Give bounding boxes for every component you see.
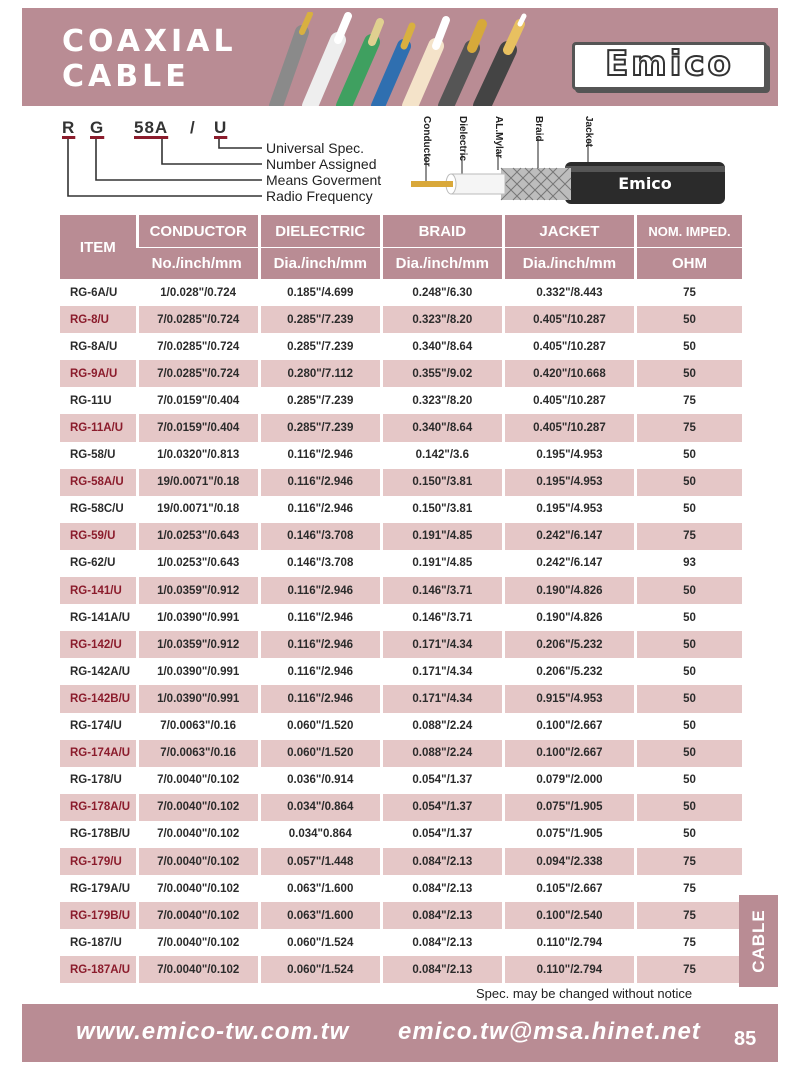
subheader-jacket: Dia./inch/mm: [502, 247, 634, 279]
cable-cutaway-image: [405, 112, 725, 218]
cell-braid: 0.054"/1.37: [380, 821, 502, 848]
cell-conductor: 1/0.0359"/0.912: [136, 577, 258, 604]
table-row: [60, 442, 742, 469]
legend-label-radio: Radio Frequency: [266, 188, 373, 204]
table-row: [60, 279, 742, 306]
code-slash: /: [190, 118, 196, 137]
cell-conductor: 1/0.0253"/0.643: [136, 523, 258, 550]
cell-conductor: 7/0.0285"/0.724: [136, 333, 258, 360]
table-row: [60, 577, 742, 604]
cell-braid: 0.054"/1.37: [380, 767, 502, 794]
cell-impedance: 50: [634, 604, 742, 631]
cell-conductor: 7/0.0040"/0.102: [136, 875, 258, 902]
cell-dielectric: 0.116"/2.946: [258, 496, 380, 523]
cell-conductor: 7/0.0159"/0.404: [136, 387, 258, 414]
table-row: [60, 902, 742, 929]
cell-jacket: 0.100"/2.667: [502, 740, 634, 767]
subheader-braid: Dia./inch/mm: [380, 247, 502, 279]
page-number: 85: [734, 1028, 757, 1050]
cell-braid: 0.146"/3.71: [380, 577, 502, 604]
table-row: [60, 306, 742, 333]
cell-impedance: 75: [634, 875, 742, 902]
table-row: [60, 658, 742, 685]
cell-impedance: 50: [634, 767, 742, 794]
cell-braid: 0.340"/8.64: [380, 333, 502, 360]
cell-item: RG-8A/U: [60, 333, 136, 360]
cell-dielectric: 0.060"/1.520: [258, 713, 380, 740]
cell-conductor: 1/0.0320"/0.813: [136, 442, 258, 469]
cell-dielectric: 0.063"/1.600: [258, 875, 380, 902]
cell-item: RG-11U: [60, 387, 136, 414]
cell-impedance: 50: [634, 658, 742, 685]
code-letter-r: R: [62, 118, 76, 137]
cell-impedance: 50: [634, 794, 742, 821]
cell-impedance: 50: [634, 740, 742, 767]
page-title: [62, 24, 237, 94]
cell-dielectric: 0.060"/1.524: [258, 929, 380, 956]
header-impedance: NOM. IMPED.: [634, 215, 742, 247]
cell-dielectric: 0.116"/2.946: [258, 685, 380, 712]
table-row: [60, 496, 742, 523]
table-row: [60, 929, 742, 956]
cell-item: RG-141A/U: [60, 604, 136, 631]
cell-conductor: 7/0.0285"/0.724: [136, 306, 258, 333]
cell-dielectric: 0.063"/1.600: [258, 902, 380, 929]
cell-braid: 0.084"/2.13: [380, 956, 502, 983]
cell-jacket: 0.405"/10.287: [502, 306, 634, 333]
cell-dielectric: 0.285"/7.239: [258, 306, 380, 333]
cell-jacket: 0.195"/4.953: [502, 442, 634, 469]
table-row: [60, 685, 742, 712]
table-row: [60, 604, 742, 631]
cell-conductor: 7/0.0063"/0.16: [136, 740, 258, 767]
cell-impedance: 75: [634, 902, 742, 929]
cell-impedance: 75: [634, 414, 742, 441]
cell-braid: 0.191"/4.85: [380, 523, 502, 550]
cell-item: RG-178B/U: [60, 821, 136, 848]
cell-dielectric: 0.116"/2.946: [258, 604, 380, 631]
cell-item: RG-174A/U: [60, 740, 136, 767]
cell-jacket: 0.195"/4.953: [502, 496, 634, 523]
cell-item: RG-179B/U: [60, 902, 136, 929]
table-row: [60, 469, 742, 496]
cell-conductor: 19/0.0071"/0.18: [136, 496, 258, 523]
cell-impedance: 50: [634, 469, 742, 496]
cell-braid: 0.084"/2.13: [380, 875, 502, 902]
cell-conductor: 7/0.0040"/0.102: [136, 929, 258, 956]
cell-braid: 0.323"/8.20: [380, 306, 502, 333]
cell-braid: 0.088"/2.24: [380, 740, 502, 767]
cell-jacket: 0.110"/2.794: [502, 956, 634, 983]
cell-jacket: 0.332"/8.443: [502, 279, 634, 306]
cell-item: RG-179/U: [60, 848, 136, 875]
cell-braid: 0.150"/3.81: [380, 496, 502, 523]
cable-samples-image: [258, 12, 558, 106]
cell-braid: 0.084"/2.13: [380, 902, 502, 929]
cell-jacket: 0.110"/2.794: [502, 929, 634, 956]
cell-jacket: 0.094"/2.338: [502, 848, 634, 875]
cell-dielectric: 0.285"/7.239: [258, 333, 380, 360]
legend-label-number: Number Assigned: [266, 156, 377, 172]
cell-conductor: 7/0.0040"/0.102: [136, 848, 258, 875]
code-number: 58A: [134, 118, 169, 137]
cell-jacket: 0.190"/4.826: [502, 577, 634, 604]
cell-conductor: 1/0.0390"/0.991: [136, 658, 258, 685]
spec-notice: Spec. may be changed without notice: [476, 986, 693, 1001]
cell-item: RG-187/U: [60, 929, 136, 956]
layer-label-jacket: Jacket: [583, 116, 594, 148]
cell-impedance: 75: [634, 387, 742, 414]
coaxial-spec-table: [60, 215, 742, 983]
cell-impedance: 50: [634, 821, 742, 848]
cell-jacket: 0.242"/6.147: [502, 550, 634, 577]
cell-dielectric: 0.034"/0.864: [258, 794, 380, 821]
cell-jacket: 0.206"/5.232: [502, 631, 634, 658]
cell-braid: 0.171"/4.34: [380, 685, 502, 712]
cell-braid: 0.142"/3.6: [380, 442, 502, 469]
cell-conductor: 7/0.0285"/0.724: [136, 360, 258, 387]
cell-braid: 0.084"/2.13: [380, 929, 502, 956]
cell-impedance: 50: [634, 713, 742, 740]
cell-dielectric: 0.185"/4.699: [258, 279, 380, 306]
cell-dielectric: 0.057"/1.448: [258, 848, 380, 875]
header-item: ITEM: [60, 215, 136, 279]
cell-impedance: 75: [634, 956, 742, 983]
table-row: [60, 767, 742, 794]
section-tab: [739, 895, 778, 987]
table-row: [60, 523, 742, 550]
subheader-conductor: No./inch/mm: [136, 247, 258, 279]
cell-braid: 0.146"/3.71: [380, 604, 502, 631]
table-row: [60, 550, 742, 577]
layer-label-braid: Braid: [533, 116, 544, 142]
cell-item: RG-187A/U: [60, 956, 136, 983]
cell-dielectric: 0.116"/2.946: [258, 577, 380, 604]
cell-jacket: 0.405"/10.287: [502, 414, 634, 441]
cell-impedance: 50: [634, 685, 742, 712]
cell-jacket: 0.206"/5.232: [502, 658, 634, 685]
header-dielectric: DIELECTRIC: [258, 215, 380, 247]
cell-dielectric: 0.116"/2.946: [258, 658, 380, 685]
table-row: [60, 956, 742, 983]
cell-conductor: 7/0.0040"/0.102: [136, 902, 258, 929]
cell-dielectric: 0.116"/2.946: [258, 442, 380, 469]
cell-conductor: 1/0.0390"/0.991: [136, 604, 258, 631]
cell-item: RG-178A/U: [60, 794, 136, 821]
subheader-dielectric: Dia./inch/mm: [258, 247, 380, 279]
website-link[interactable]: www.emico-tw.com.tw: [76, 1018, 350, 1045]
cell-impedance: 75: [634, 848, 742, 875]
cell-item: RG-142A/U: [60, 658, 136, 685]
cell-item: RG-59/U: [60, 523, 136, 550]
cell-impedance: 50: [634, 360, 742, 387]
code-letter-g: G: [90, 118, 105, 137]
page-footer: [22, 1004, 778, 1062]
cell-conductor: 1/0.0253"/0.643: [136, 550, 258, 577]
cell-braid: 0.340"/8.64: [380, 414, 502, 441]
cell-conductor: 7/0.0040"/0.102: [136, 956, 258, 983]
emico-logo: [572, 42, 767, 90]
cell-dielectric: 0.034"0.864: [258, 821, 380, 848]
cell-impedance: 50: [634, 442, 742, 469]
cell-jacket: 0.100"/2.540: [502, 902, 634, 929]
cell-item: RG-58C/U: [60, 496, 136, 523]
cell-dielectric: 0.285"/7.239: [258, 414, 380, 441]
cell-jacket: 0.195"/4.953: [502, 469, 634, 496]
cell-jacket: 0.100"/2.667: [502, 713, 634, 740]
cell-dielectric: 0.146"/3.708: [258, 523, 380, 550]
cell-conductor: 7/0.0063"/0.16: [136, 713, 258, 740]
cell-jacket: 0.079"/2.000: [502, 767, 634, 794]
cell-item: RG-11A/U: [60, 414, 136, 441]
table-row: [60, 387, 742, 414]
table-row: [60, 631, 742, 658]
cell-braid: 0.355"/9.02: [380, 360, 502, 387]
cell-dielectric: 0.060"/1.520: [258, 740, 380, 767]
cell-item: RG-8/U: [60, 306, 136, 333]
naming-legend: [62, 116, 402, 216]
section-tab-label: CABLE: [748, 909, 768, 973]
table-row: [60, 333, 742, 360]
layer-label-mylar: AL.Mylar: [493, 116, 504, 159]
table-row: [60, 794, 742, 821]
header-braid: BRAID: [380, 215, 502, 247]
cell-item: RG-179A/U: [60, 875, 136, 902]
cell-jacket: 0.405"/10.287: [502, 333, 634, 360]
cell-conductor: 7/0.0040"/0.102: [136, 821, 258, 848]
cell-item: RG-6A/U: [60, 279, 136, 306]
cell-item: RG-141/U: [60, 577, 136, 604]
cell-conductor: 19/0.0071"/0.18: [136, 469, 258, 496]
page-header: [22, 8, 778, 106]
cell-impedance: 93: [634, 550, 742, 577]
cell-conductor: 1/0.028"/0.724: [136, 279, 258, 306]
table-row: [60, 848, 742, 875]
cell-dielectric: 0.116"/2.946: [258, 469, 380, 496]
code-letter-u: U: [214, 118, 228, 137]
cell-braid: 0.191"/4.85: [380, 550, 502, 577]
cell-impedance: 50: [634, 306, 742, 333]
cell-braid: 0.084"/2.13: [380, 848, 502, 875]
cell-dielectric: 0.280"/7.112: [258, 360, 380, 387]
cell-conductor: 1/0.0359"/0.912: [136, 631, 258, 658]
cell-impedance: 75: [634, 929, 742, 956]
layer-label-conductor: Conductor: [421, 116, 432, 167]
cell-conductor: 7/0.0159"/0.404: [136, 414, 258, 441]
cell-braid: 0.171"/4.34: [380, 658, 502, 685]
cell-jacket: 0.242"/6.147: [502, 523, 634, 550]
spec-table-body: [60, 279, 742, 983]
cell-item: RG-174/U: [60, 713, 136, 740]
cell-conductor: 7/0.0040"/0.102: [136, 794, 258, 821]
cell-dielectric: 0.285"/7.239: [258, 387, 380, 414]
table-row: [60, 821, 742, 848]
cell-conductor: 7/0.0040"/0.102: [136, 767, 258, 794]
cell-item: RG-58/U: [60, 442, 136, 469]
table-row: [60, 875, 742, 902]
legend-label-universal: Universal Spec.: [266, 140, 365, 156]
cell-braid: 0.150"/3.81: [380, 469, 502, 496]
cell-jacket: 0.420"/10.668: [502, 360, 634, 387]
cell-dielectric: 0.146"/3.708: [258, 550, 380, 577]
logo-text: Emico: [605, 44, 734, 84]
cell-braid: 0.054"/1.37: [380, 794, 502, 821]
cell-jacket: 0.075"/1.905: [502, 821, 634, 848]
cell-dielectric: 0.060"/1.524: [258, 956, 380, 983]
cell-braid: 0.088"/2.24: [380, 713, 502, 740]
cell-braid: 0.323"/8.20: [380, 387, 502, 414]
cell-impedance: 75: [634, 279, 742, 306]
legend-label-government: Means Goverment: [266, 172, 382, 188]
cell-jacket: 0.915"/4.953: [502, 685, 634, 712]
email-link[interactable]: emico.tw@msa.hinet.net: [398, 1018, 701, 1045]
cell-conductor: 1/0.0390"/0.991: [136, 685, 258, 712]
cell-impedance: 75: [634, 523, 742, 550]
cell-braid: 0.248"/6.30: [380, 279, 502, 306]
cell-item: RG-142/U: [60, 631, 136, 658]
cell-impedance: 50: [634, 631, 742, 658]
cell-dielectric: 0.116"/2.946: [258, 631, 380, 658]
cell-item: RG-58A/U: [60, 469, 136, 496]
cell-item: RG-178/U: [60, 767, 136, 794]
table-row: [60, 740, 742, 767]
table-row: [60, 713, 742, 740]
title-line-2: CABLE: [62, 59, 190, 94]
cell-dielectric: 0.036"/0.914: [258, 767, 380, 794]
cell-jacket: 0.075"/1.905: [502, 794, 634, 821]
title-line-1: COAXIAL: [62, 24, 237, 59]
layer-label-dielectric: Dielectric: [457, 116, 468, 162]
cable-structure-diagram: [405, 112, 725, 218]
subheader-impedance: OHM: [634, 247, 742, 279]
cell-jacket: 0.190"/4.826: [502, 604, 634, 631]
table-row: [60, 414, 742, 441]
cell-jacket: 0.405"/10.287: [502, 387, 634, 414]
cell-item: RG-9A/U: [60, 360, 136, 387]
diagram-brand-text: Emico: [618, 174, 672, 193]
cell-impedance: 50: [634, 496, 742, 523]
cell-jacket: 0.105"/2.667: [502, 875, 634, 902]
cell-impedance: 50: [634, 333, 742, 360]
table-row: [60, 360, 742, 387]
cell-item: RG-62/U: [60, 550, 136, 577]
header-jacket: JACKET: [502, 215, 634, 247]
cell-impedance: 50: [634, 577, 742, 604]
cell-item: RG-142B/U: [60, 685, 136, 712]
header-conductor: CONDUCTOR: [136, 215, 258, 247]
cell-braid: 0.171"/4.34: [380, 631, 502, 658]
